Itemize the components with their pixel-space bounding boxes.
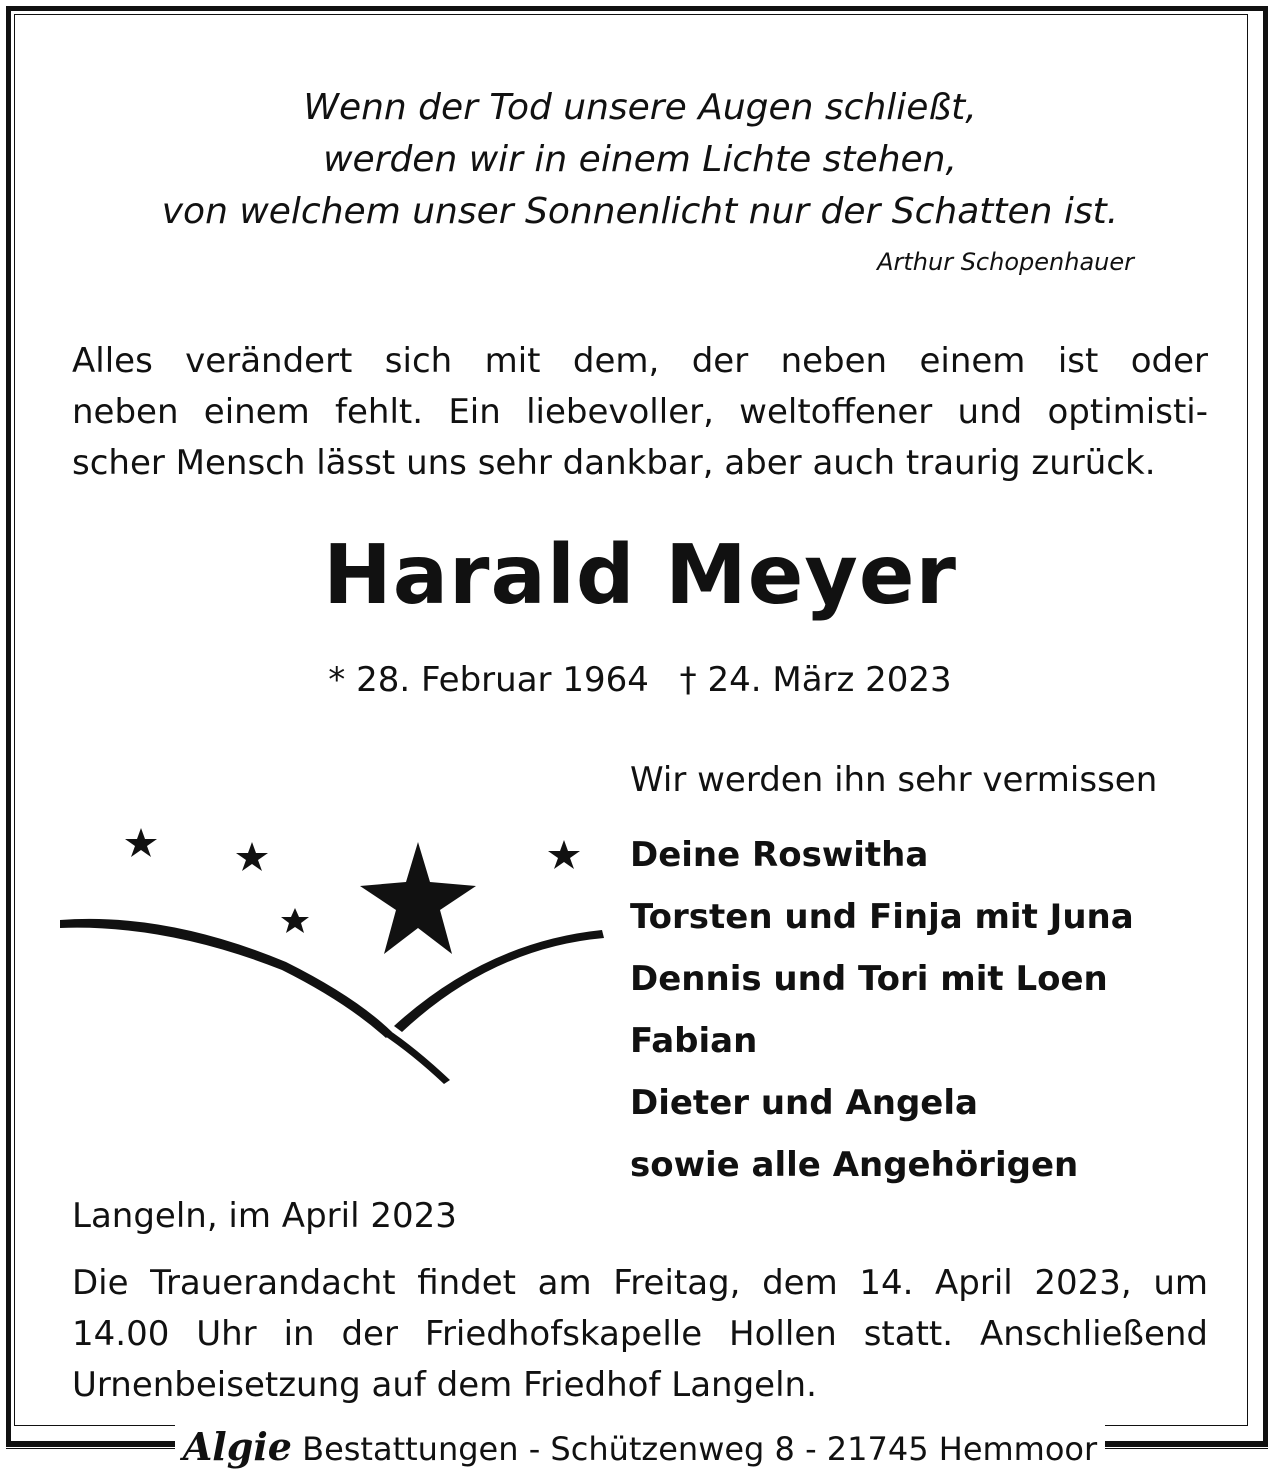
mourner-name: Deine Roswitha — [630, 835, 929, 875]
star-icon — [360, 842, 476, 954]
star-icon — [548, 840, 580, 869]
birth-date: * 28. Februar 1964 — [328, 660, 649, 700]
quote — [0, 82, 1280, 238]
intro-line: scher Mensch lässt uns sehr dankbar, aber auch traurig zurück. — [72, 443, 1156, 483]
life-dates — [0, 660, 1280, 700]
quote-line: werden wir in einem Lichte stehen, — [323, 139, 957, 180]
stars-horizon-icon — [56, 812, 616, 1092]
place-date: Langeln, im April 2023 — [72, 1196, 457, 1236]
star-icon — [281, 908, 309, 933]
footer — [0, 1424, 1280, 1468]
death-date: † 24. März 2023 — [679, 660, 952, 700]
mourner-name: sowie alle Angehörigen — [630, 1145, 1079, 1185]
horizon-curve — [394, 930, 604, 1032]
mourner-name: Dennis und Tori mit Loen — [630, 959, 1108, 999]
star-icon — [236, 842, 268, 871]
quote-author: Arthur Schopenhauer — [877, 248, 1134, 276]
service-line: Urnenbeisetzung auf dem Friedhof Langeln. — [72, 1365, 817, 1405]
mourner-name: Fabian — [630, 1021, 758, 1061]
service-line: 14.00 Uhr in der Friedhofskapelle Hollen statt. Anschließend — [72, 1314, 1208, 1354]
mourner-name: Torsten und Finja mit Juna — [630, 897, 1134, 937]
quote-line: Wenn der Tod unsere Augen schließt, — [303, 87, 977, 128]
horizon-curve — [60, 919, 392, 1038]
star-icon — [125, 828, 157, 857]
quote-line: von welchem unser Sonnenlicht nur der Schatten ist. — [161, 191, 1119, 232]
funeral-home-logo: Algie — [182, 1424, 292, 1469]
service-line: Die Trauerandacht findet am Freitag, dem 14. April 2023, um — [72, 1263, 1208, 1303]
intro-text — [72, 336, 1208, 489]
intro-line: Alles verändert sich mit dem, der neben einem ist oder — [72, 341, 1208, 381]
horizon-curve — [382, 1028, 450, 1084]
deceased-name: Harald Meyer — [323, 528, 957, 623]
mourners-intro: Wir werden ihn sehr vermissen — [630, 760, 1158, 800]
mourner-name: Dieter und Angela — [630, 1083, 978, 1123]
funeral-home-info: Bestattungen - Schützenweg 8 - 21745 Hemmoor — [302, 1430, 1098, 1468]
intro-line: neben einem fehlt. Ein liebevoller, weltoffener und optimisti- — [72, 392, 1208, 432]
mourners-list — [630, 824, 1134, 1196]
service-info — [72, 1258, 1208, 1411]
